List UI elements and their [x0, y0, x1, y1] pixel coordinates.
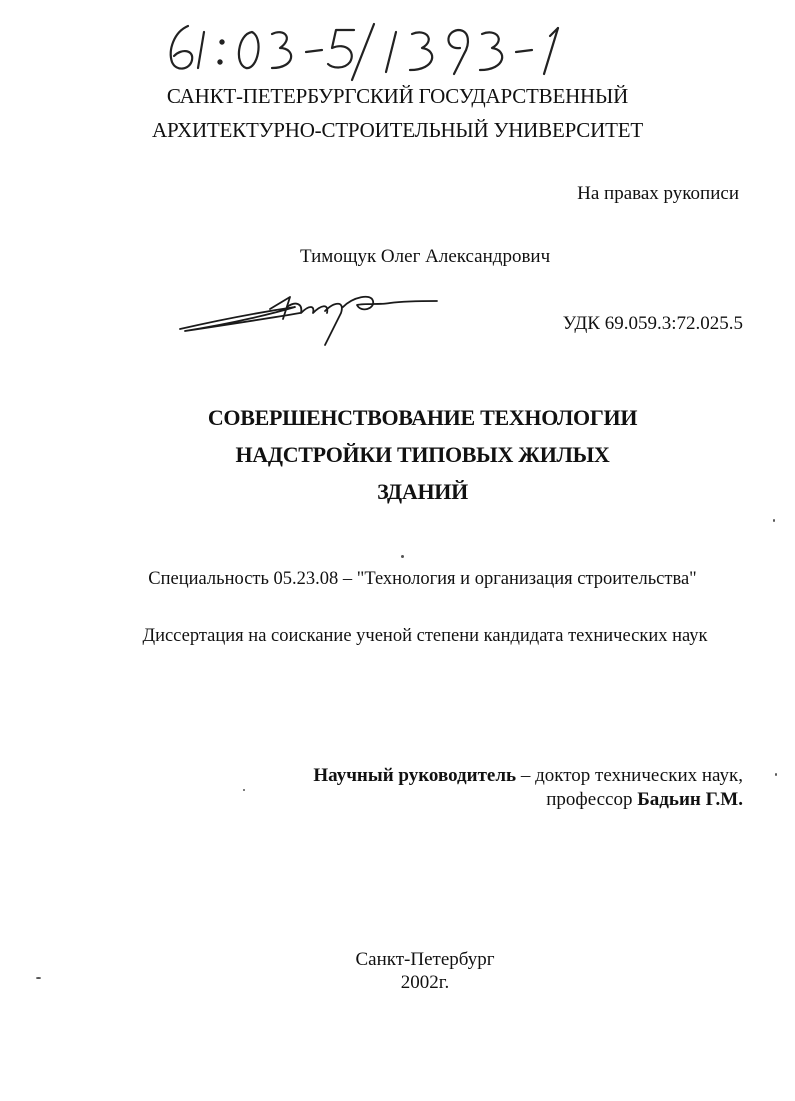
specialty-line: Специальность 05.23.08 – "Технология и организация строительства": [148, 569, 697, 589]
university-name-line-1: САНКТ-ПЕТЕРБУРГСКИЙ ГОСУДАРСТВЕННЫЙ: [166, 84, 629, 108]
scan-speck: [243, 789, 245, 791]
advisor-line-1: [313, 765, 743, 787]
author-name: Тимощук Олег Александрович: [300, 246, 551, 267]
advisor-label: Научный руководитель: [313, 765, 517, 786]
dissertation-degree-line: Диссертация на соискание ученой степени кандидата технических наук: [142, 626, 708, 646]
city: Санкт-Петербург: [355, 949, 495, 970]
author-signature: [175, 283, 440, 353]
rights-notice: На правах рукописи: [577, 183, 739, 204]
thesis-title-line-2: НАДСТРОЙКИ ТИПОВЫХ ЖИЛЫХ: [235, 442, 610, 467]
year: 2002г.: [400, 972, 450, 993]
udk-code: УДК 69.059.3:72.025.5: [562, 313, 743, 334]
advisor-degree: – доктор технических наук,: [516, 765, 743, 786]
scan-speck: [773, 519, 775, 522]
scan-speck: [401, 555, 404, 558]
thesis-title-line-1: СОВЕРШЕНСТВОВАНИЕ ТЕХНОЛОГИИ: [207, 405, 638, 430]
handwritten-archive-number: [160, 18, 680, 88]
thesis-title-line-3: ЗДАНИЙ: [377, 479, 468, 504]
scan-speck: [36, 977, 41, 979]
advisor-name: Бадьин Г.М.: [637, 789, 743, 810]
advisor-line-2: [546, 789, 743, 811]
advisor-rank: профессор: [546, 789, 638, 810]
university-name-line-2: АРХИТЕКТУРНО-СТРОИТЕЛЬНЫЙ УНИВЕРСИТЕТ: [152, 118, 643, 142]
scan-speck: [775, 773, 777, 776]
